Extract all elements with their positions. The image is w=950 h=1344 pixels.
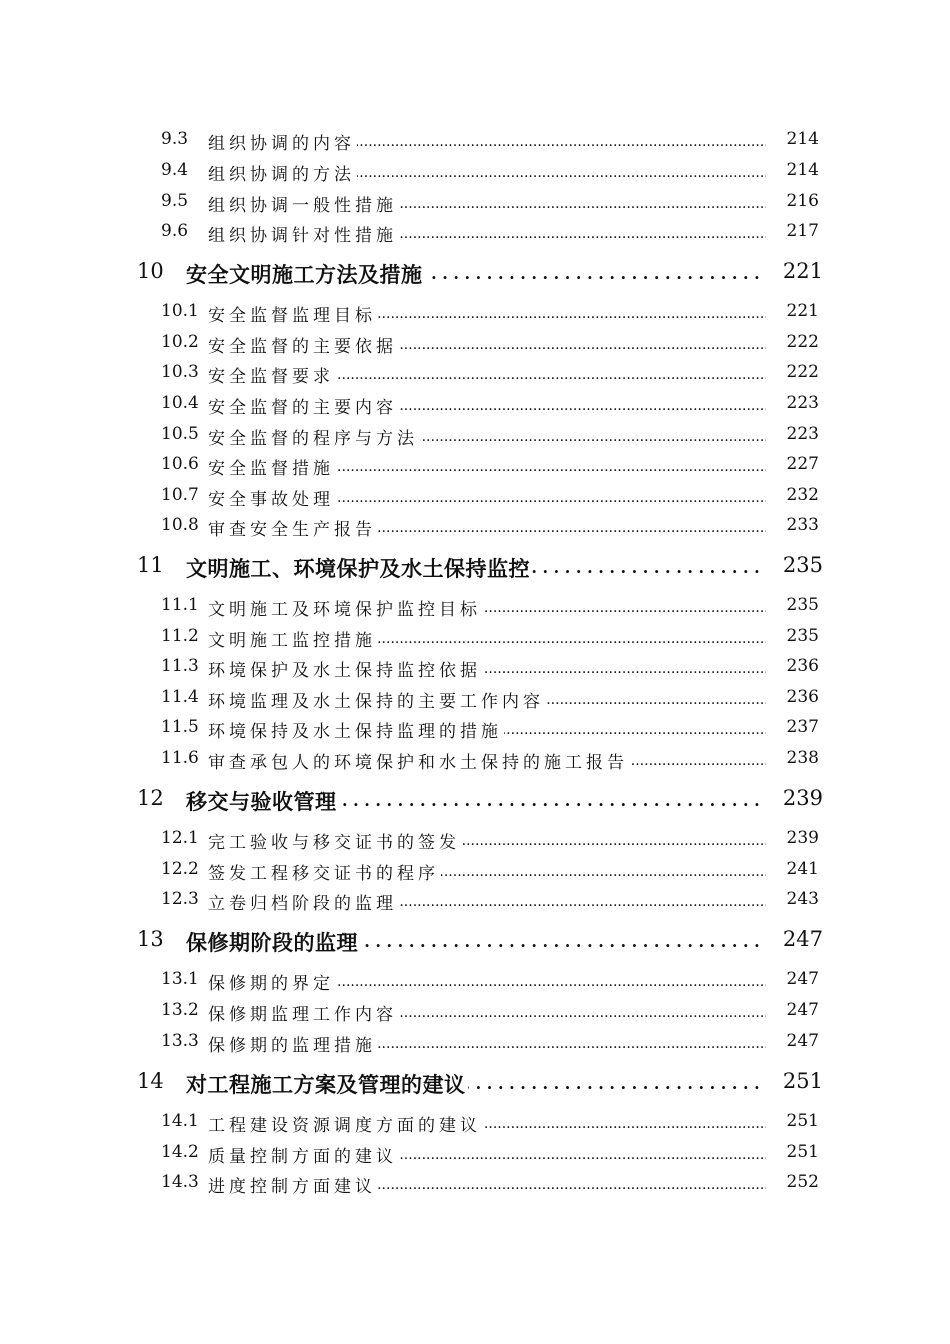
toc-entry-title <box>208 889 766 914</box>
toc-chapter-entry[interactable] <box>0 553 950 587</box>
toc-section-entry[interactable] <box>0 1031 950 1061</box>
toc-entry-number: 9.3 <box>161 129 189 149</box>
toc-entry-title-text: 工程建设资源调度方面的建议 <box>208 1116 481 1136</box>
toc-entry-title-text: 移交与验收管理 <box>186 789 337 814</box>
toc-entry-title <box>208 1111 766 1136</box>
toc-entry-title <box>186 259 760 289</box>
toc-entry-page-number: 217 <box>786 221 819 241</box>
toc-section-entry[interactable] <box>0 656 950 686</box>
toc-entry-number: 13.2 <box>161 1000 199 1020</box>
toc-entry-title-text: 环境保护及水土保持监控依据 <box>208 661 481 681</box>
toc-section-entry[interactable] <box>0 160 950 190</box>
toc-entry-number: 10.7 <box>161 485 199 505</box>
toc-entry-number: 10.5 <box>161 424 199 444</box>
toc-entry-title-text: 完工验收与移交证书的签发 <box>208 833 460 853</box>
toc-entry-page-number: 239 <box>786 828 819 848</box>
toc-entry-number: 10.1 <box>161 301 199 321</box>
toc-chapter-entry[interactable] <box>0 259 950 293</box>
toc-entry-page-number: 214 <box>786 160 819 180</box>
toc-entry-number: 14.1 <box>161 1111 199 1131</box>
toc-entry-number: 9.4 <box>161 160 189 180</box>
toc-section-entry[interactable] <box>0 1142 950 1172</box>
toc-entry-title-text: 组织协调针对性措施 <box>208 226 397 246</box>
toc-section-entry[interactable] <box>0 1000 950 1030</box>
toc-entry-number: 14.3 <box>161 1172 199 1192</box>
toc-section-entry[interactable] <box>0 454 950 484</box>
toc-entry-number: 13 <box>137 927 164 951</box>
toc-entry-title <box>208 859 766 884</box>
toc-section-entry[interactable] <box>0 221 950 251</box>
toc-entry-number: 11.3 <box>161 656 199 676</box>
toc-entry-title <box>208 515 766 540</box>
toc-entry-number: 12.2 <box>161 859 199 879</box>
toc-entry-page-number: 251 <box>782 1069 823 1093</box>
toc-entry-page-number: 243 <box>786 889 819 909</box>
toc-entry-title <box>208 485 766 510</box>
toc-entry-number: 10.3 <box>161 362 199 382</box>
toc-entry-number: 14 <box>137 1069 164 1093</box>
toc-entry-number: 11.4 <box>161 687 199 707</box>
toc-entry-title-text: 审查安全生产报告 <box>208 520 376 540</box>
toc-entry-title <box>208 656 766 681</box>
toc-entry-page-number: 247 <box>786 1000 819 1020</box>
toc-entry-title <box>208 393 766 418</box>
toc-entry-number: 11.2 <box>161 626 199 646</box>
toc-entry-title <box>208 221 766 246</box>
toc-entry-title-text: 保修期阶段的监理 <box>186 930 358 955</box>
toc-chapter-entry[interactable] <box>0 1069 950 1103</box>
toc-entry-title <box>208 129 766 154</box>
toc-section-entry[interactable] <box>0 687 950 717</box>
toc-entry-title-text: 文明施工、环境保护及水土保持监控 <box>186 556 530 581</box>
toc-entry-number: 9.6 <box>161 221 189 241</box>
toc-section-entry[interactable] <box>0 332 950 362</box>
toc-entry-number: 10.6 <box>161 454 199 474</box>
toc-entry-title <box>208 160 766 185</box>
toc-entry-title-text: 保修期的界定 <box>208 974 334 994</box>
toc-entry-number: 10.8 <box>161 515 199 535</box>
toc-entry-page-number: 222 <box>786 332 819 352</box>
toc-section-entry[interactable] <box>0 424 950 454</box>
toc-section-entry[interactable] <box>0 515 950 545</box>
toc-entry-page-number: 238 <box>786 748 819 768</box>
toc-entry-number: 13.3 <box>161 1031 199 1051</box>
toc-entry-title-text: 安全监督的主要内容 <box>208 398 397 418</box>
toc-section-entry[interactable] <box>0 362 950 392</box>
toc-entry-title-text: 立卷归档阶段的监理 <box>208 894 397 914</box>
toc-entry-title-text: 签发工程移交证书的程序 <box>208 864 439 884</box>
toc-entry-title-text: 安全事故处理 <box>208 490 334 510</box>
toc-section-entry[interactable] <box>0 301 950 331</box>
toc-entry-number: 12.3 <box>161 889 199 909</box>
toc-section-entry[interactable] <box>0 191 950 221</box>
toc-entry-title <box>186 927 760 957</box>
toc-entry-page-number: 247 <box>786 969 819 989</box>
toc-entry-number: 12 <box>137 786 164 810</box>
toc-section-entry[interactable] <box>0 717 950 747</box>
toc-entry-page-number: 227 <box>786 454 819 474</box>
toc-entry-title <box>208 1142 766 1167</box>
toc-entry-title-text: 安全监督的主要依据 <box>208 337 397 357</box>
toc-entry-title <box>186 786 760 816</box>
toc-entry-page-number: 235 <box>786 626 819 646</box>
toc-entry-title-text: 文明施工监控措施 <box>208 631 376 651</box>
toc-entry-title-text: 质量控制方面的建议 <box>208 1147 397 1167</box>
toc-entry-number: 11.6 <box>161 748 199 768</box>
toc-entry-number: 11 <box>137 553 164 577</box>
toc-entry-title-text: 环境保持及水土保持监理的措施 <box>208 722 502 742</box>
toc-section-entry[interactable] <box>0 859 950 889</box>
toc-entry-page-number: 233 <box>786 515 819 535</box>
toc-entry-page-number: 252 <box>786 1172 819 1192</box>
toc-entry-title <box>208 626 766 651</box>
toc-entry-title <box>186 1069 760 1099</box>
toc-entry-title <box>208 362 766 387</box>
toc-entry-title <box>208 828 766 853</box>
toc-section-entry[interactable] <box>0 969 950 999</box>
toc-entry-title-text: 组织协调的内容 <box>208 134 355 154</box>
toc-chapter-entry[interactable] <box>0 786 950 820</box>
toc-entry-number: 11.5 <box>161 717 199 737</box>
toc-entry-title <box>186 553 760 583</box>
toc-entry-title <box>208 717 766 742</box>
toc-entry-page-number: 237 <box>786 717 819 737</box>
toc-entry-page-number: 235 <box>782 553 823 577</box>
toc-section-entry[interactable] <box>0 828 950 858</box>
toc-entry-title-text: 文明施工及环境保护监控目标 <box>208 600 481 620</box>
toc-entry-page-number: 236 <box>786 656 819 676</box>
toc-entry-page-number: 247 <box>786 1031 819 1051</box>
toc-entry-number: 10.4 <box>161 393 199 413</box>
toc-entry-number: 11.1 <box>161 595 199 615</box>
toc-entry-title <box>208 332 766 357</box>
toc-entry-title-text: 安全监督监理目标 <box>208 306 376 326</box>
toc-entry-title <box>208 301 766 326</box>
toc-entry-page-number: 223 <box>786 393 819 413</box>
toc-entry-title <box>208 748 766 773</box>
toc-entry-page-number: 235 <box>786 595 819 615</box>
toc-entry-page-number: 232 <box>786 485 819 505</box>
toc-entry-title-text: 安全监督的程序与方法 <box>208 429 418 449</box>
toc-entry-title-text: 审查承包人的环境保护和水土保持的施工报告 <box>208 753 628 773</box>
toc-entry-title-text: 环境监理及水土保持的主要工作内容 <box>208 692 544 712</box>
toc-section-entry[interactable] <box>0 595 950 625</box>
toc-section-entry[interactable] <box>0 393 950 423</box>
toc-entry-page-number: 214 <box>786 129 819 149</box>
toc-entry-title <box>208 191 766 216</box>
toc-entry-page-number: 216 <box>786 191 819 211</box>
toc-entry-title <box>208 969 766 994</box>
toc-section-entry[interactable] <box>0 626 950 656</box>
toc-chapter-entry[interactable] <box>0 927 950 961</box>
toc-entry-title <box>208 1031 766 1056</box>
toc-entry-number: 14.2 <box>161 1142 199 1162</box>
toc-entry-page-number: 251 <box>786 1111 819 1131</box>
toc-section-entry[interactable] <box>0 748 950 778</box>
toc-entry-page-number: 251 <box>786 1142 819 1162</box>
toc-entry-title <box>208 595 766 620</box>
toc-entry-title-text: 组织协调的方法 <box>208 165 355 185</box>
toc-entry-title-text: 对工程施工方案及管理的建议 <box>186 1072 466 1097</box>
toc-section-entry[interactable] <box>0 129 950 159</box>
toc-entry-number: 9.5 <box>161 191 189 211</box>
toc-section-entry[interactable] <box>0 889 950 919</box>
toc-entry-title-text: 安全文明施工方法及措施 <box>186 262 423 287</box>
toc-entry-page-number: 239 <box>782 786 823 810</box>
toc-entry-page-number: 221 <box>786 301 819 321</box>
toc-section-entry[interactable] <box>0 1111 950 1141</box>
toc-entry-number: 13.1 <box>161 969 199 989</box>
toc-entry-page-number: 221 <box>782 259 823 283</box>
toc-entry-page-number: 222 <box>786 362 819 382</box>
toc-entry-title-text: 保修期的监理措施 <box>208 1036 376 1056</box>
toc-entry-page-number: 247 <box>782 927 823 951</box>
toc-entry-number: 10 <box>137 259 164 283</box>
toc-entry-number: 10.2 <box>161 332 199 352</box>
toc-entry-page-number: 241 <box>786 859 819 879</box>
toc-entry-title-text: 组织协调一般性措施 <box>208 196 397 216</box>
toc-entry-number: 12.1 <box>161 828 199 848</box>
toc-section-entry[interactable] <box>0 1172 950 1202</box>
toc-entry-title <box>208 687 766 712</box>
toc-entry-title-text: 安全监督要求 <box>208 367 334 387</box>
toc-entry-title-text: 进度控制方面建议 <box>208 1177 376 1197</box>
toc-entry-page-number: 223 <box>786 424 819 444</box>
toc-entry-title <box>208 424 766 449</box>
toc-entry-title-text: 保修期监理工作内容 <box>208 1005 397 1025</box>
toc-entry-title <box>208 1172 766 1197</box>
toc-section-entry[interactable] <box>0 485 950 515</box>
toc-entry-page-number: 236 <box>786 687 819 707</box>
toc-entry-title <box>208 454 766 479</box>
toc-entry-title-text: 安全监督措施 <box>208 459 334 479</box>
toc-entry-title <box>208 1000 766 1025</box>
